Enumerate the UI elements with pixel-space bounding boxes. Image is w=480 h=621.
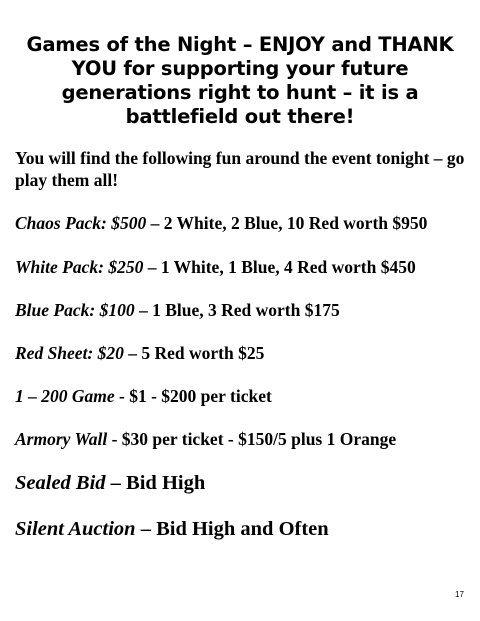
item-detail: – Bid High bbox=[105, 472, 206, 494]
item-red-sheet bbox=[15, 342, 475, 364]
item-detail: – 1 Blue, 3 Red worth $175 bbox=[134, 300, 340, 320]
item-sealed-bid bbox=[15, 470, 475, 496]
item-name: Sealed Bid bbox=[15, 472, 106, 494]
item-name: Silent Auction bbox=[15, 518, 136, 540]
item-detail: - $1 - $200 per ticket bbox=[114, 386, 272, 406]
item-name: Blue Pack: $100 bbox=[15, 300, 135, 320]
item-name: White Pack: $250 bbox=[15, 257, 144, 277]
item-name: 1 – 200 Game bbox=[15, 386, 115, 406]
item-chaos-pack bbox=[15, 212, 475, 234]
item-detail: – 2 White, 2 Blue, 10 Red worth $950 bbox=[146, 213, 428, 233]
item-detail: – 1 White, 1 Blue, 4 Red worth $450 bbox=[143, 257, 416, 277]
item-silent-auction bbox=[15, 516, 475, 542]
item-detail: – Bid High and Often bbox=[135, 518, 329, 540]
item-1-200-game bbox=[15, 385, 475, 407]
item-name: Armory Wall bbox=[15, 429, 108, 449]
item-detail: – 5 Red worth $25 bbox=[123, 343, 265, 363]
item-armory-wall bbox=[15, 428, 475, 450]
item-name: Chaos Pack: $500 bbox=[15, 213, 147, 233]
item-blue-pack bbox=[15, 299, 475, 321]
item-detail: - $30 per ticket - $150/5 plus 1 Orange bbox=[107, 429, 397, 449]
item-white-pack bbox=[15, 256, 475, 278]
intro-text: You will find the following fun around the event tonight – go play them all! bbox=[15, 148, 465, 190]
page-title: Games of the Night – ENJOY and THANK YOU for supporting your future generations right to hunt – it is a battlefield out there! bbox=[26, 33, 454, 128]
page-number: 17 bbox=[455, 590, 464, 599]
item-name: Red Sheet: $20 bbox=[15, 343, 124, 363]
